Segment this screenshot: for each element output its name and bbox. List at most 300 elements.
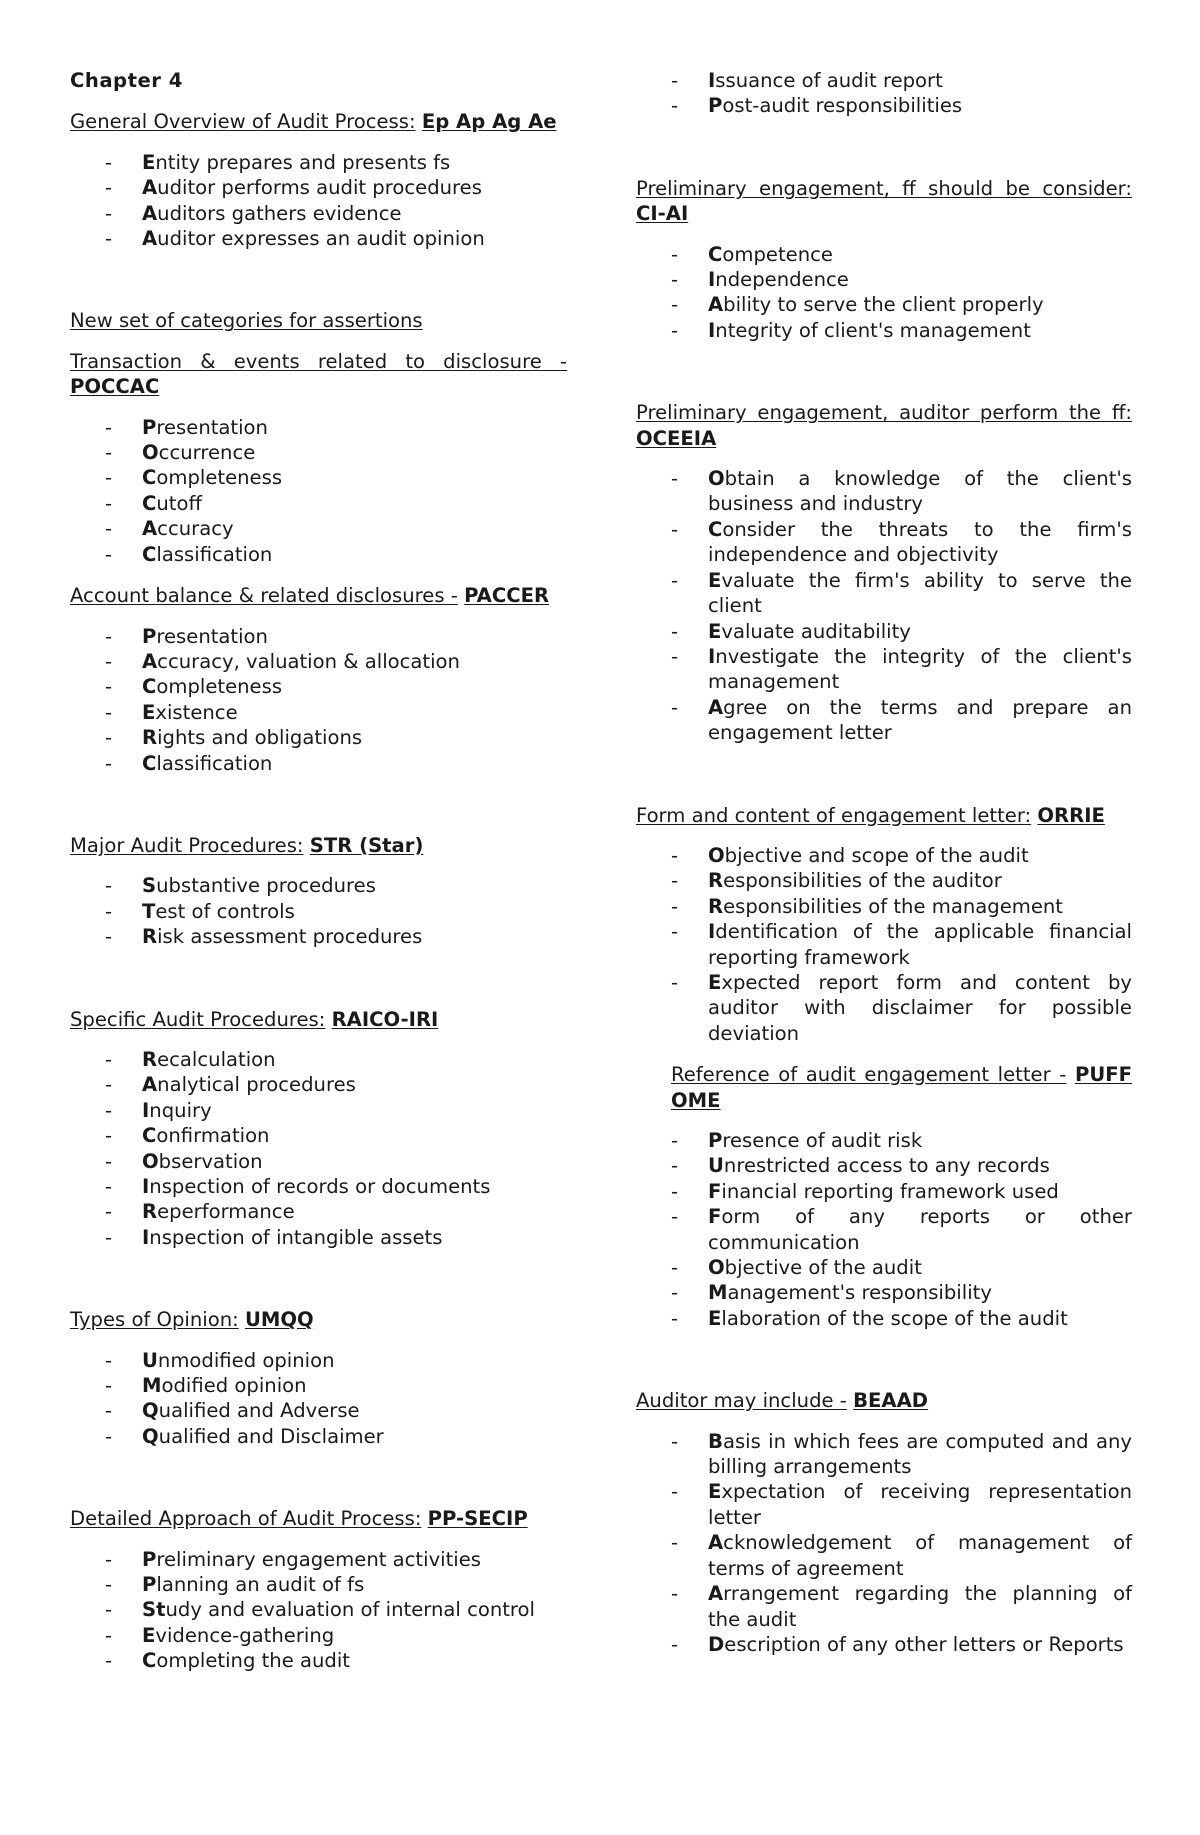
- heading-title: Major Audit Procedures:: [70, 833, 304, 857]
- list-item: [70, 150, 567, 175]
- mnemonic-letter: A: [142, 201, 158, 225]
- list-item: [636, 1429, 1132, 1480]
- mnemonic-letter: E: [142, 700, 156, 724]
- list-item: [70, 542, 567, 567]
- section-heading: [70, 308, 567, 333]
- mnemonic-letter: A: [142, 649, 158, 673]
- heading-title: Transaction & events related to disclosure -: [70, 349, 567, 373]
- dash-bullet-icon: -: [105, 1073, 113, 1097]
- mnemonic-letter: A: [708, 1531, 724, 1555]
- bullet-list: [70, 1047, 567, 1250]
- list-item-text: lassification: [156, 542, 273, 566]
- list-item: [70, 1398, 567, 1423]
- mnemonic-letter: R: [142, 1047, 158, 1071]
- list-item-text: ompetence: [722, 242, 833, 266]
- list-item: [70, 700, 567, 725]
- bullet-list: [70, 873, 567, 949]
- mnemonic-letter: F: [708, 1205, 722, 1229]
- list-item-text: laboration of the scope of the audit: [721, 1306, 1068, 1330]
- list-item: [70, 175, 567, 200]
- mnemonic-letter: E: [142, 150, 156, 174]
- list-item-text: nalytical procedures: [157, 1073, 356, 1097]
- dash-bullet-icon: -: [105, 1348, 113, 1372]
- list-item: [636, 695, 1132, 746]
- bullet-list: [636, 1429, 1132, 1658]
- mnemonic-letter: D: [708, 1632, 725, 1656]
- section-heading: [70, 109, 567, 134]
- dash-bullet-icon: -: [105, 1399, 113, 1423]
- list-item-text: ssuance of audit report: [715, 69, 943, 92]
- list-item-text: resentation: [156, 624, 268, 648]
- list-item: [70, 201, 567, 226]
- list-item: [636, 1479, 1132, 1530]
- section-heading: [70, 583, 567, 608]
- dash-bullet-icon: -: [671, 920, 679, 944]
- list-item-text: ompleteness: [156, 466, 283, 490]
- dash-bullet-icon: -: [671, 318, 679, 342]
- mnemonic-letter: U: [142, 1348, 158, 1372]
- list-item: [70, 1225, 567, 1250]
- list-item: [636, 1179, 1132, 1204]
- dash-bullet-icon: -: [671, 1531, 679, 1555]
- dash-bullet-icon: -: [105, 1200, 113, 1224]
- list-item-text: valuate auditability: [721, 619, 911, 643]
- heading-title: New set of categories for assertions: [70, 309, 423, 333]
- list-item-text: gree on the terms and prepare an engagement letter: [708, 695, 1132, 745]
- heading-mnemonic: POCCAC: [70, 375, 160, 399]
- list-item: [636, 1153, 1132, 1178]
- mnemonic-letter: U: [708, 1154, 724, 1178]
- list-item: [70, 725, 567, 750]
- list-item-text: ccuracy, valuation & allocation: [157, 649, 460, 673]
- list-item: [70, 465, 567, 490]
- list-item: [70, 1098, 567, 1123]
- list-item: [70, 226, 567, 251]
- mnemonic-letter: C: [142, 466, 157, 490]
- mnemonic-letter: C: [142, 1649, 157, 1673]
- heading-mnemonic: ORRIE: [1037, 803, 1105, 827]
- mnemonic-letter: I: [142, 1175, 150, 1198]
- dash-bullet-icon: -: [105, 649, 113, 673]
- dash-bullet-icon: -: [671, 1306, 679, 1330]
- bullet-list: [70, 1348, 567, 1450]
- section-heading: [70, 1007, 567, 1032]
- list-item: [636, 868, 1132, 893]
- dash-bullet-icon: -: [671, 568, 679, 592]
- dash-bullet-icon: -: [105, 466, 113, 490]
- dash-bullet-icon: -: [105, 201, 113, 225]
- mnemonic-letter: C: [708, 517, 723, 541]
- list-item: [636, 1530, 1132, 1581]
- list-item-text: dentification of the applicable financial reporting framework: [708, 920, 1132, 969]
- dash-bullet-icon: -: [671, 894, 679, 918]
- list-item-text: esponsibilities of the auditor: [723, 869, 1002, 893]
- list-item: [70, 1123, 567, 1148]
- list-item-text: ccurrence: [158, 441, 256, 465]
- mnemonic-letter: A: [142, 176, 158, 200]
- mnemonic-letter: E: [708, 619, 722, 643]
- dash-bullet-icon: -: [671, 1256, 679, 1280]
- dash-bullet-icon: -: [671, 517, 679, 541]
- list-item-text: ost-audit responsibilities: [722, 94, 963, 118]
- mnemonic-letter: P: [708, 94, 723, 118]
- mnemonic-letter: Q: [142, 1399, 159, 1423]
- list-item-text: bservation: [158, 1149, 263, 1173]
- dash-bullet-icon: -: [105, 1547, 113, 1571]
- bullet-list: [636, 466, 1132, 745]
- list-item-text: xistence: [155, 700, 238, 724]
- heading-title: Specific Audit Procedures:: [70, 1007, 326, 1031]
- dash-bullet-icon: -: [105, 1047, 113, 1071]
- heading-mnemonic: RAICO-IRI: [331, 1007, 439, 1031]
- mnemonic-letter: R: [142, 925, 158, 949]
- bullet-list: [70, 624, 567, 776]
- bullet-list: [70, 150, 567, 252]
- list-item-text: inancial reporting framework used: [721, 1179, 1059, 1203]
- list-item-text: orm of any reports or other communication: [708, 1205, 1132, 1254]
- list-item-text: nvestigate the integrity of the client's management: [708, 644, 1132, 694]
- mnemonic-letter: I: [708, 268, 716, 292]
- mnemonic-letter: E: [708, 970, 722, 994]
- list-item-text: bility to serve the client properly: [723, 293, 1044, 317]
- list-item: [636, 894, 1132, 919]
- list-item: [70, 1149, 567, 1174]
- dash-bullet-icon: -: [671, 1129, 679, 1152]
- dash-bullet-icon: -: [105, 1225, 113, 1249]
- dash-bullet-icon: -: [671, 467, 679, 491]
- mnemonic-letter: E: [142, 1623, 156, 1647]
- mnemonic-letter: C: [142, 491, 157, 515]
- list-item: [636, 93, 1132, 118]
- list-item: [636, 517, 1132, 568]
- heading-mnemonic: CI-AI: [636, 202, 689, 226]
- list-item-text: xpected report form and content by auditor with disclaimer for possible deviation: [708, 970, 1132, 1045]
- list-item: [70, 1424, 567, 1449]
- list-item-text: vidence-gathering: [155, 1623, 335, 1647]
- dash-bullet-icon: -: [671, 1429, 679, 1453]
- list-item-text: anagement's responsibility: [727, 1281, 992, 1305]
- dash-bullet-icon: -: [105, 1623, 113, 1647]
- mnemonic-letter: O: [708, 843, 725, 867]
- list-item: [636, 619, 1132, 644]
- list-item: [636, 1581, 1132, 1632]
- list-item: [636, 267, 1132, 292]
- list-item: [70, 1047, 567, 1072]
- list-item: [70, 1572, 567, 1597]
- mnemonic-letter: C: [142, 675, 157, 699]
- right-column: [636, 68, 1132, 1657]
- list-item-text: odified opinion: [161, 1374, 307, 1398]
- list-item: [636, 1128, 1132, 1153]
- list-item: [70, 674, 567, 699]
- list-item: [70, 491, 567, 516]
- list-item: [70, 924, 567, 949]
- mnemonic-letter: S: [142, 874, 157, 898]
- bullet-list: [636, 242, 1132, 344]
- heading-title: Preliminary engagement, auditor perform the ff:: [636, 401, 1132, 425]
- list-item-text: ntegrity of client's management: [715, 318, 1031, 342]
- list-item: [70, 1373, 567, 1398]
- dash-bullet-icon: -: [105, 1098, 113, 1122]
- list-item-text: asis in which fees are computed and any billing arrangements: [708, 1429, 1132, 1479]
- list-item-text: nmodified opinion: [157, 1348, 335, 1372]
- dash-bullet-icon: -: [671, 1281, 679, 1305]
- list-item-text: ualified and Adverse: [158, 1399, 360, 1423]
- list-item: [636, 466, 1132, 517]
- dash-bullet-icon: -: [105, 624, 113, 648]
- mnemonic-letter: C: [142, 751, 157, 775]
- list-item-text: isk assessment procedures: [157, 925, 423, 949]
- list-item: [636, 68, 1132, 93]
- list-item: [70, 1174, 567, 1199]
- dash-bullet-icon: -: [671, 293, 679, 317]
- section-heading: [70, 1506, 567, 1531]
- heading-mnemonic: UMQQ: [244, 1308, 314, 1332]
- dash-bullet-icon: -: [105, 726, 113, 750]
- list-item-text: ndependence: [715, 268, 849, 292]
- list-item-text: ompleteness: [156, 675, 283, 699]
- mnemonic-letter: C: [708, 242, 723, 266]
- mnemonic-letter: T: [142, 899, 156, 923]
- mnemonic-letter: R: [142, 726, 158, 750]
- list-item-text: est of controls: [155, 899, 295, 923]
- mnemonic-letter: E: [708, 1306, 722, 1330]
- mnemonic-letter: A: [708, 1582, 724, 1606]
- dash-bullet-icon: -: [671, 1205, 679, 1229]
- mnemonic-letter: E: [708, 568, 722, 592]
- list-item-text: valuate the firm's ability to serve the client: [708, 568, 1132, 618]
- bullet-list: [636, 68, 1132, 119]
- list-item: [70, 899, 567, 924]
- list-item-text: cknowledgement of management of terms of agreement: [708, 1531, 1132, 1580]
- section-heading: [70, 1307, 567, 1332]
- mnemonic-letter: M: [708, 1281, 728, 1305]
- dash-bullet-icon: -: [671, 1480, 679, 1504]
- list-item-text: btain a knowledge of the client's business and industry: [708, 467, 1132, 516]
- dash-bullet-icon: -: [671, 843, 679, 867]
- list-item-text: ubstantive procedures: [156, 874, 376, 898]
- list-item: [70, 1648, 567, 1673]
- list-item-text: nrestricted access to any records: [723, 1154, 1050, 1178]
- list-item-text: lassification: [156, 751, 273, 775]
- mnemonic-letter: O: [708, 467, 725, 491]
- bullet-list: [70, 415, 567, 567]
- list-item-text: onfirmation: [156, 1124, 270, 1148]
- heading-title: Reference of audit engagement letter -: [671, 1063, 1067, 1087]
- mnemonic-letter: I: [708, 644, 716, 668]
- mnemonic-letter: R: [708, 894, 724, 918]
- dash-bullet-icon: -: [105, 874, 113, 898]
- list-item: [636, 970, 1132, 1046]
- heading-title: Account balance & related disclosures -: [70, 584, 458, 608]
- list-item-text: bjective and scope of the audit: [724, 843, 1029, 867]
- dash-bullet-icon: -: [671, 695, 679, 719]
- dash-bullet-icon: -: [671, 94, 679, 118]
- dash-bullet-icon: -: [105, 517, 113, 541]
- mnemonic-letter: R: [708, 869, 724, 893]
- dash-bullet-icon: -: [105, 751, 113, 775]
- dash-bullet-icon: -: [105, 675, 113, 699]
- mnemonic-letter: A: [708, 695, 724, 719]
- mnemonic-letter: P: [142, 624, 157, 648]
- list-item-text: utoff: [156, 491, 202, 515]
- heading-title: Preliminary engagement, ff should be consider:: [636, 176, 1132, 200]
- section-heading: [636, 176, 1132, 227]
- dash-bullet-icon: -: [671, 1632, 679, 1656]
- heading-title: General Overview of Audit Process:: [70, 110, 416, 134]
- list-item-text: udy and evaluation of internal control: [165, 1598, 535, 1622]
- list-item-text: nspection of records or documents: [149, 1175, 491, 1198]
- list-item-text: ntity prepares and presents fs: [155, 150, 451, 174]
- list-item-text: ualified and Disclaimer: [158, 1424, 384, 1448]
- dash-bullet-icon: -: [671, 242, 679, 266]
- dash-bullet-icon: -: [671, 1154, 679, 1178]
- list-item-text: resentation: [156, 415, 268, 439]
- mnemonic-letter: O: [708, 1256, 725, 1280]
- list-item: [70, 1072, 567, 1097]
- section-heading: [636, 400, 1132, 451]
- mnemonic-letter: O: [142, 441, 159, 465]
- section-heading: [636, 803, 1132, 828]
- list-item: [70, 415, 567, 440]
- list-item: [70, 516, 567, 541]
- list-item: [636, 1306, 1132, 1331]
- mnemonic-letter: P: [142, 1547, 157, 1571]
- heading-title: Detailed Approach of Audit Process:: [70, 1507, 422, 1531]
- dash-bullet-icon: -: [105, 1374, 113, 1398]
- list-item: [70, 649, 567, 674]
- list-item: [70, 751, 567, 776]
- mnemonic-letter: I: [708, 69, 716, 92]
- mnemonic-letter: P: [142, 415, 157, 439]
- dash-bullet-icon: -: [105, 441, 113, 465]
- dash-bullet-icon: -: [105, 1124, 113, 1148]
- bullet-list: [70, 1547, 567, 1674]
- list-item-text: xpectation of receiving representation letter: [708, 1480, 1132, 1529]
- mnemonic-letter: E: [708, 1480, 722, 1504]
- list-item-text: uditors gathers evidence: [157, 201, 402, 225]
- mnemonic-letter: A: [142, 517, 158, 541]
- list-item-text: bjective of the audit: [724, 1256, 922, 1280]
- section-heading: [70, 833, 567, 858]
- mnemonic-letter: I: [142, 1225, 150, 1249]
- bullet-list: [636, 843, 1132, 1046]
- list-item-text: rrangement regarding the planning of the audit: [708, 1582, 1132, 1631]
- section-heading: [70, 349, 567, 400]
- list-item: [70, 1597, 567, 1622]
- list-item: [636, 1280, 1132, 1305]
- list-item: [636, 1255, 1132, 1280]
- dash-bullet-icon: -: [105, 150, 113, 174]
- heading-title: Form and content of engagement letter:: [636, 803, 1032, 827]
- list-item-text: escription of any other letters or Reports: [724, 1632, 1124, 1656]
- list-item: [636, 568, 1132, 619]
- list-item: [70, 440, 567, 465]
- heading-mnemonic: OCEEIA: [636, 426, 717, 450]
- dash-bullet-icon: -: [671, 619, 679, 643]
- dash-bullet-icon: -: [671, 69, 679, 92]
- list-item: [636, 843, 1132, 868]
- list-item: [636, 919, 1132, 970]
- mnemonic-letter: C: [142, 542, 157, 566]
- dash-bullet-icon: -: [105, 1573, 113, 1597]
- list-item-text: ccuracy: [157, 517, 234, 541]
- list-item: [70, 624, 567, 649]
- list-item-text: nspection of intangible assets: [149, 1225, 443, 1249]
- mnemonic-letter: M: [142, 1374, 162, 1398]
- list-item-text: nquiry: [149, 1098, 212, 1122]
- list-item: [636, 644, 1132, 695]
- list-item: [636, 292, 1132, 317]
- dash-bullet-icon: -: [105, 1175, 113, 1198]
- bullet-list: [636, 1128, 1132, 1331]
- mnemonic-letter: Q: [142, 1424, 159, 1448]
- list-item: [70, 1547, 567, 1572]
- list-item-text: resence of audit risk: [722, 1129, 923, 1152]
- dash-bullet-icon: -: [105, 700, 113, 724]
- dash-bullet-icon: -: [105, 899, 113, 923]
- list-item: [636, 242, 1132, 267]
- mnemonic-letter: A: [142, 227, 158, 251]
- dash-bullet-icon: -: [105, 227, 113, 251]
- list-item-text: ompleting the audit: [156, 1649, 350, 1673]
- list-item-text: ights and obligations: [157, 726, 363, 750]
- mnemonic-letter: R: [142, 1200, 158, 1224]
- heading-title: Types of Opinion:: [70, 1308, 239, 1332]
- dash-bullet-icon: -: [671, 869, 679, 893]
- heading-mnemonic: PACCER: [464, 584, 550, 608]
- mnemonic-letter: St: [142, 1598, 166, 1622]
- section-heading: [636, 1388, 1132, 1413]
- dash-bullet-icon: -: [105, 1598, 113, 1622]
- dash-bullet-icon: -: [105, 542, 113, 566]
- mnemonic-letter: P: [708, 1129, 723, 1152]
- dash-bullet-icon: -: [105, 176, 113, 200]
- mnemonic-letter: I: [708, 920, 716, 944]
- mnemonic-letter: P: [142, 1573, 157, 1597]
- mnemonic-letter: A: [708, 293, 724, 317]
- list-item-text: ecalculation: [157, 1047, 276, 1071]
- mnemonic-letter: O: [142, 1149, 159, 1173]
- heading-title: Auditor may include -: [636, 1389, 847, 1413]
- chapter-title: Chapter 4: [70, 69, 183, 92]
- mnemonic-letter: C: [142, 1124, 157, 1148]
- mnemonic-letter: A: [142, 1073, 158, 1097]
- dash-bullet-icon: -: [671, 1582, 679, 1606]
- list-item: [636, 1204, 1132, 1255]
- mnemonic-letter: I: [708, 318, 716, 342]
- list-item-text: lanning an audit of fs: [156, 1573, 365, 1597]
- mnemonic-letter: F: [708, 1179, 722, 1203]
- list-item: [70, 1348, 567, 1373]
- list-item: [70, 1623, 567, 1648]
- dash-bullet-icon: -: [105, 491, 113, 515]
- dash-bullet-icon: -: [671, 644, 679, 668]
- heading-mnemonic: PP-SECIP: [427, 1507, 528, 1531]
- dash-bullet-icon: -: [671, 1179, 679, 1203]
- list-item-text: uditor expresses an audit opinion: [157, 227, 485, 251]
- section-heading: [671, 1062, 1132, 1113]
- list-item-text: uditor performs audit procedures: [157, 176, 482, 200]
- list-item-text: esponsibilities of the management: [723, 894, 1063, 918]
- dash-bullet-icon: -: [105, 415, 113, 439]
- list-item: [70, 1199, 567, 1224]
- heading-mnemonic: STR (Star): [309, 833, 424, 857]
- mnemonic-letter: I: [142, 1098, 150, 1122]
- heading-mnemonic: PUFF OME: [671, 1063, 1132, 1112]
- dash-bullet-icon: -: [671, 970, 679, 994]
- dash-bullet-icon: -: [105, 1649, 113, 1673]
